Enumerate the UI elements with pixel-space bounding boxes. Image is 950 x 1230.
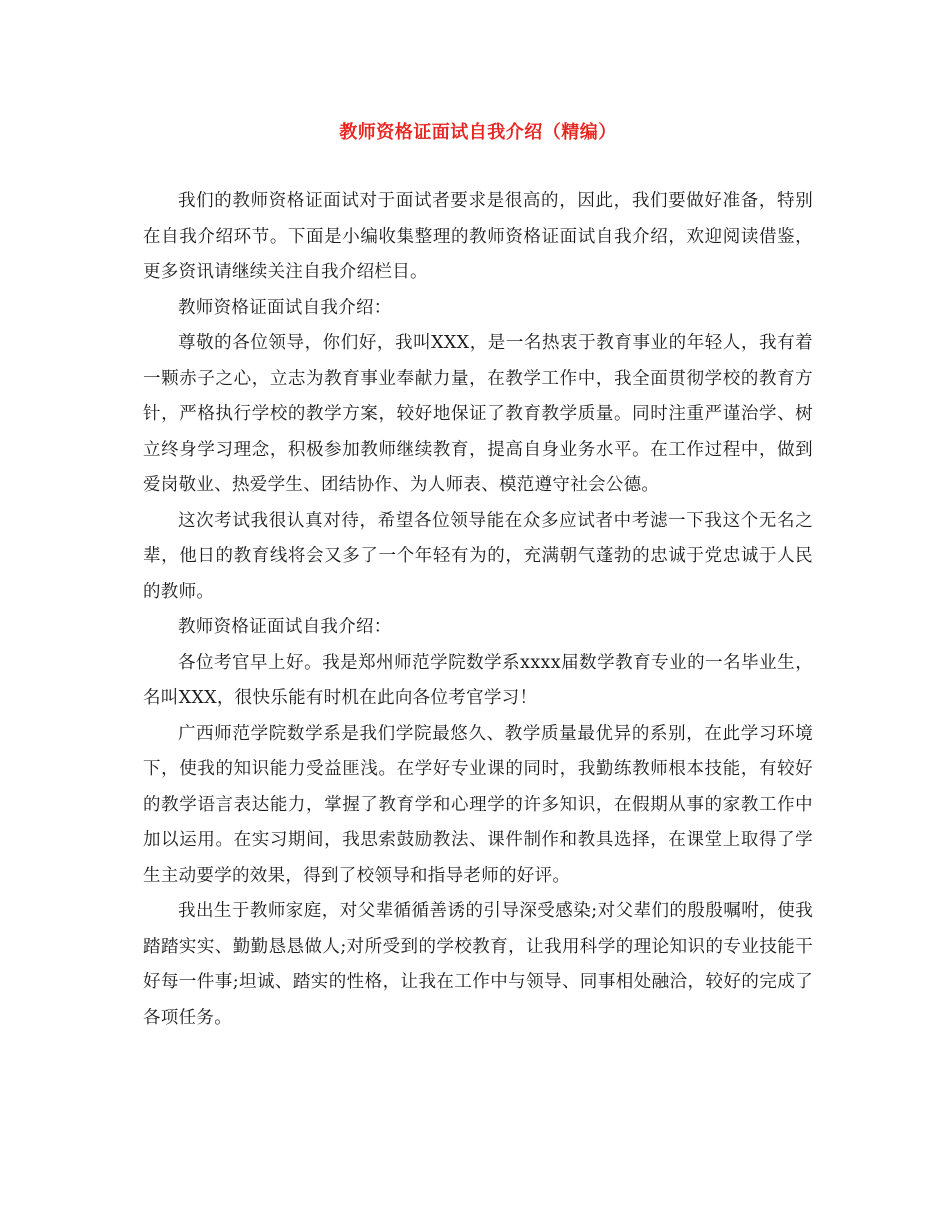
body-paragraph: 尊敬的各位领导，你们好，我叫XXX，是一名热衷于教育事业的年轻人，我有着一颗赤子之心，立志为教育事业奉献力量，在教学工作中，我全面贯彻学校的教育方针，严格执行学校的教学方案，较好地保证了教育教学质量。同时注重严谨治学、树立终身学习理念，积极参加教师继续教育，提高自身业务水平。在工作过程中，做到爱岗敬业、热爱学生、团结协作、为人师表、模范遵守社会公德。 [143, 333, 813, 495]
body-paragraph: 这次考试我很认真对待，希望各位领导能在众多应试者中考滤一下我这个无名之辈，他日的教育线将会又多了一个年轻有为的，充满朝气蓬勃的忠诚于党忠诚于人民的教师。 [143, 510, 813, 602]
body-paragraph: 各位考官早上好。我是郑州师范学院数学系xxxx届数学教育专业的一名毕业生，名叫XXX，很快乐能有时机在此向各位考官学习！ [143, 652, 813, 708]
section-heading: 教师资格证面试自我介绍： [178, 297, 392, 318]
document-page [143, 118, 813, 1036]
body-paragraph: 我出生于教师家庭，对父辈循循善诱的引导深受感染;对父辈们的殷殷嘱咐，使我踏踏实实、勤勤恳恳做人;对所受到的学校教育，让我用科学的理论知识的专业技能干好每一件事;坦诚、踏实的性格，让我在工作中与领导、同事相处融洽，较好的完成了各项任务。 [143, 901, 813, 1028]
body-paragraph: 广西师范学院数学系是我们学院最悠久、教学质量最优异的系别，在此学习环境下，使我的知识能力受益匪浅。在学好专业课的同时，我勤练教师根本技能，有较好的教学语言表达能力，掌握了教育学和心理学的许多知识，在假期从事的家教工作中加以运用。在实习期间，我思索鼓励教法、课件制作和教具选择，在课堂上取得了学生主动要学的效果，得到了校领导和指导老师的好评。 [143, 723, 813, 886]
intro-paragraph: 我们的教师资格证面试对于面试者要求是很高的，因此，我们要做好准备，特别在自我介绍环节。下面是小编收集整理的教师资格证面试自我介绍，欢迎阅读借鉴，更多资讯请继续关注自我介绍栏目。 [143, 191, 813, 282]
section-heading: 教师资格证面试自我介绍： [178, 617, 392, 637]
document-title: 教师资格证面试自我介绍（精编） [339, 122, 617, 143]
